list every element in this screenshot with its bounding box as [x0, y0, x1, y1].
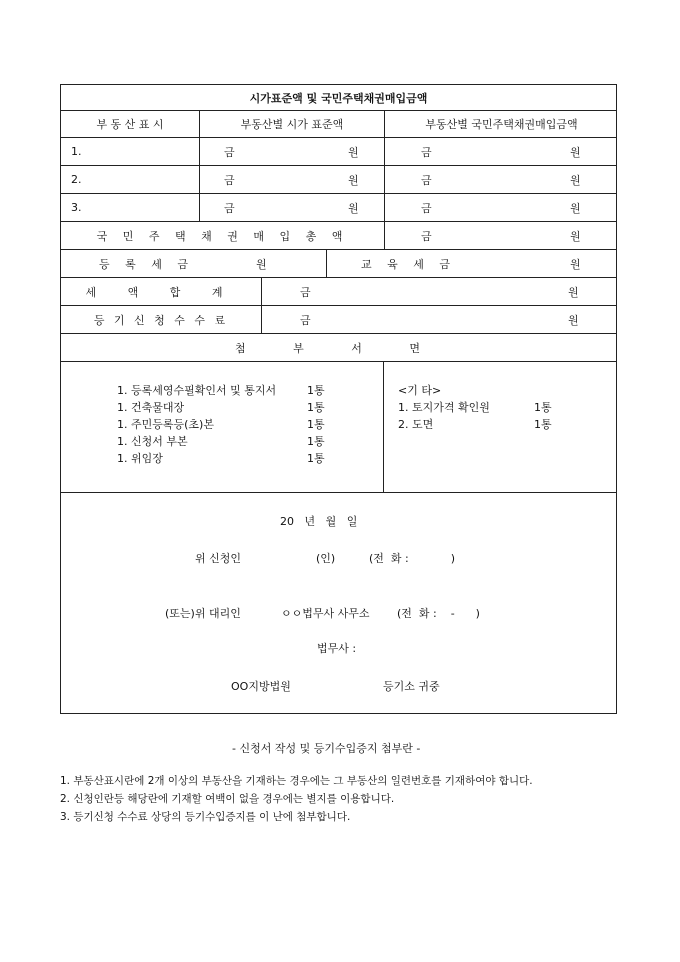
- tax-row: [61, 250, 616, 278]
- attachment-name: 1. 건축물대장: [117, 401, 185, 414]
- attachment-count: 1통: [307, 435, 325, 448]
- bond-total-label: 국 민 주 택 채 권 매 입 총 액: [96, 229, 349, 243]
- note-item: 1. 부동산표시란에 2개 이상의 부동산을 기재하는 경우에는 그 부동산의 일련번호를 기재하여야 합니다.: [60, 775, 533, 787]
- property-row: [61, 194, 616, 222]
- geum-label: 금: [224, 145, 235, 159]
- attachment-item: [117, 399, 184, 415]
- attachments-right: [383, 362, 618, 492]
- fee-amount: [261, 306, 618, 333]
- bond-total-amount: [384, 222, 618, 249]
- won-label: 원: [568, 313, 579, 327]
- won-label: 원: [348, 145, 359, 159]
- bond-amount-cell: [384, 166, 618, 193]
- education-tax-cell: [326, 250, 618, 277]
- attachments-left: [61, 362, 383, 492]
- row-number: 1.: [71, 145, 82, 158]
- attachments-title: 첨 부 서 면: [235, 341, 442, 355]
- attachment-count: 1통: [307, 418, 325, 431]
- won-label: 원: [348, 173, 359, 187]
- registration-form: [60, 84, 617, 714]
- geum-label: 금: [224, 201, 235, 215]
- attachments-section: [61, 362, 616, 493]
- fee-label: 등 기 신 청 수 수 료: [93, 313, 229, 327]
- applicant-label: 위 신청인: [195, 552, 242, 565]
- notes-title: - 신청서 작성 및 등기수입증지 첨부란 -: [232, 742, 421, 755]
- bond-amount-cell: [384, 194, 618, 221]
- court-name: OO지방법원: [231, 680, 291, 693]
- attachment-name: 1. 위임장: [117, 452, 163, 465]
- bond-total-row: [61, 222, 616, 250]
- tax-total-label: 세 액 합 계: [85, 285, 237, 299]
- attachment-count: 1통: [307, 452, 325, 465]
- applicant-phone: (전 화 : ): [369, 552, 455, 565]
- won-label: 원: [570, 229, 581, 243]
- row-number: 2.: [71, 173, 82, 186]
- attachment-count: 1통: [307, 401, 325, 414]
- note-item: 3. 등기신청 수수료 상당의 등기수입증지를 이 난에 첨부합니다.: [60, 811, 351, 823]
- form-title: 시가표준액 및 국민주택채권매입금액: [249, 91, 428, 105]
- standard-value-cell: [199, 166, 384, 193]
- won-label: 원: [568, 285, 579, 299]
- fee-row: [61, 306, 616, 334]
- registry-office: 등기소 귀중: [383, 680, 440, 693]
- attachment-item: [117, 433, 188, 449]
- header-standard-value: 부동산별 시가 표준액: [199, 111, 384, 137]
- won-label: 원: [570, 145, 581, 159]
- attachment-name: 1. 신청서 부본: [117, 435, 188, 448]
- geum-label: 금: [421, 201, 432, 215]
- won-label: 원: [570, 201, 581, 215]
- header-property: 부 동 산 표 시: [96, 118, 164, 131]
- notes-list: [60, 772, 533, 826]
- won-label: 원: [348, 201, 359, 215]
- header-row: [61, 111, 616, 138]
- tax-total-row: [61, 278, 616, 306]
- tax-total-amount: [261, 278, 618, 305]
- attachment-name: 1. 토지가격 확인원: [398, 401, 490, 414]
- law-office: ㅇㅇ법무사 사무소: [281, 607, 370, 620]
- geum-label: 금: [421, 229, 432, 243]
- lawyer-label: 법무사 :: [317, 642, 357, 655]
- form-title-row: [61, 85, 616, 111]
- won-label: 원: [570, 257, 581, 271]
- standard-value-cell: [199, 194, 384, 221]
- registration-tax-label: 등 록 세 금: [99, 257, 194, 271]
- attachment-count: 1통: [534, 418, 552, 431]
- note-item: 2. 신청인란등 해당란에 기재할 여백이 없을 경우에는 별지를 이용합니다.: [60, 793, 395, 805]
- geum-label: 금: [300, 313, 311, 327]
- attachment-name: 1. 주민등록등(초)본: [117, 418, 214, 431]
- attachment-item: [117, 416, 214, 432]
- bond-amount-cell: [384, 138, 618, 165]
- application-date: 20 년 월 일: [280, 515, 358, 528]
- property-row: [61, 138, 616, 166]
- other-attachments-title: <기 타>: [398, 384, 442, 397]
- registration-tax-cell: [61, 250, 326, 277]
- geum-label: 금: [224, 173, 235, 187]
- attachment-item: [117, 382, 276, 398]
- attachments-title-row: [61, 334, 616, 362]
- geum-label: 금: [300, 285, 311, 299]
- geum-label: 금: [421, 145, 432, 159]
- property-row: [61, 166, 616, 194]
- attachment-count: 1통: [534, 401, 552, 414]
- standard-value-cell: [199, 138, 384, 165]
- row-number: 3.: [71, 201, 82, 214]
- geum-label: 금: [421, 173, 432, 187]
- attachment-item: [117, 450, 163, 466]
- seal-mark: (인): [316, 552, 336, 565]
- attachment-name: 1. 등록세영수필확인서 및 통지서: [117, 384, 277, 397]
- won-label: 원: [256, 257, 267, 271]
- header-bond-amount: 부동산별 국민주택채권매입금액: [384, 111, 618, 137]
- attachment-name: 2. 도면: [398, 418, 434, 431]
- attachment-count: 1통: [307, 384, 325, 397]
- agent-label: (또는)위 대리인: [165, 607, 241, 620]
- education-tax-label: 교 육 세 금: [361, 257, 456, 271]
- won-label: 원: [570, 173, 581, 187]
- agent-phone: (전 화 : - ): [397, 607, 480, 620]
